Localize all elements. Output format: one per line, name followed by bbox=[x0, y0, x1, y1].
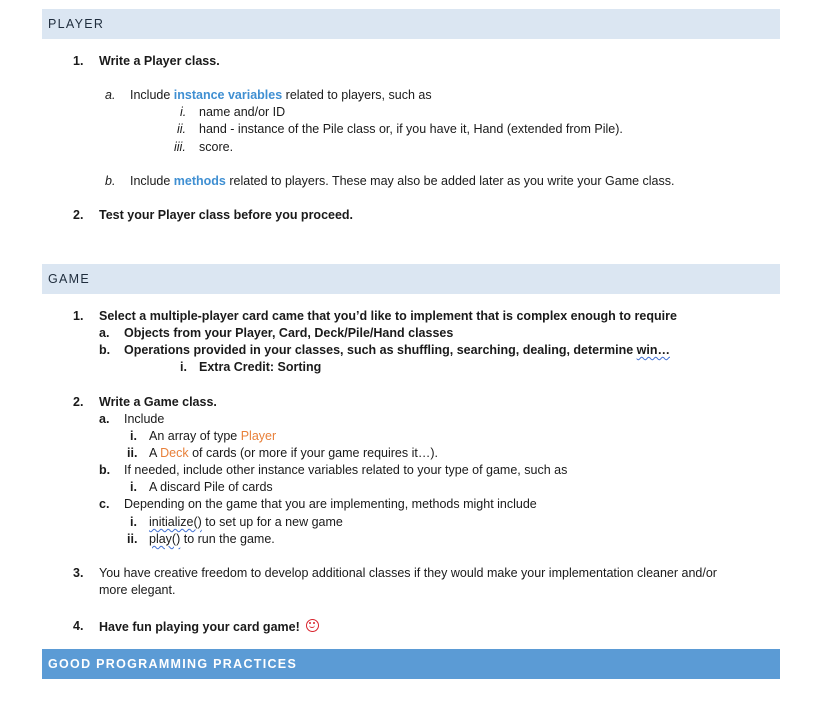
keyword-deck: Deck bbox=[160, 446, 189, 460]
code-play: play() bbox=[149, 532, 181, 546]
list-roman: i. bbox=[130, 480, 137, 494]
player-step-1b bbox=[130, 174, 674, 188]
text: Include bbox=[130, 88, 174, 102]
text: Have fun playing your card game! bbox=[99, 620, 300, 634]
list-number: 1. bbox=[73, 54, 84, 68]
text: A bbox=[149, 446, 161, 460]
list-letter: a. bbox=[99, 412, 110, 426]
cut-off-text bbox=[48, 697, 92, 703]
game-step-1b bbox=[124, 343, 670, 357]
game-step-2b-i: A discard Pile of cards bbox=[149, 480, 273, 494]
list-roman: i. bbox=[130, 515, 137, 529]
game-step-3-line2: more elegant. bbox=[99, 583, 176, 597]
list-number: 2. bbox=[73, 395, 84, 409]
list-letter: a. bbox=[99, 326, 110, 340]
game-step-2c: Depending on the game that you are implementing, methods might include bbox=[124, 497, 537, 511]
game-step-4 bbox=[99, 619, 319, 634]
list-roman: ii. bbox=[177, 122, 187, 136]
list-letter: b. bbox=[105, 174, 116, 188]
game-step-3-line1: You have creative freedom to develop additional classes if they would make your implementation cleaner and/or bbox=[99, 566, 717, 580]
smiley-face-icon bbox=[306, 619, 319, 632]
text: of cards (or more if your game requires it…). bbox=[188, 446, 438, 460]
list-roman: i. bbox=[180, 360, 187, 374]
list-roman: ii. bbox=[127, 532, 138, 546]
spellcheck-word: win… bbox=[636, 343, 670, 357]
keyword-methods: methods bbox=[173, 174, 226, 188]
player-step-1a-ii: hand - instance of the Pile class or, if you have it, Hand (extended from Pile). bbox=[199, 122, 623, 136]
list-roman: iii. bbox=[174, 140, 186, 154]
player-step-2: Test your Player class before you proceed. bbox=[99, 208, 354, 222]
player-step-1a bbox=[130, 88, 432, 102]
game-step-2c-ii bbox=[149, 532, 275, 546]
list-letter: c. bbox=[99, 497, 110, 511]
game-step-2c-i bbox=[149, 515, 343, 529]
game-step-1a: Objects from your Player, Card, Deck/Pile/Hand classes bbox=[124, 326, 454, 340]
text: to set up for a new game bbox=[201, 515, 343, 529]
section-header-good-practices: GOOD PROGRAMMING PRACTICES bbox=[42, 649, 780, 679]
text: to run the game. bbox=[180, 532, 275, 546]
code-initialize: initialize() bbox=[149, 515, 202, 529]
keyword-instance-variables: instance variables bbox=[173, 88, 283, 102]
list-roman: ii. bbox=[127, 446, 138, 460]
list-letter: b. bbox=[99, 463, 111, 477]
game-step-1: Select a multiple-player card came that you’d like to implement that is complex enough to require bbox=[99, 309, 677, 323]
text: Operations provided in your classes, such as shuffling, searching, dealing, determine bbox=[124, 343, 637, 357]
keyword-player: Player bbox=[240, 429, 277, 443]
list-roman: i. bbox=[180, 105, 187, 119]
game-step-2: Write a Game class. bbox=[99, 395, 217, 409]
list-roman: i. bbox=[130, 429, 137, 443]
list-letter: b. bbox=[99, 343, 111, 357]
list-letter: a. bbox=[105, 88, 116, 102]
text: Include bbox=[130, 174, 174, 188]
player-step-1a-i: name and/or ID bbox=[199, 105, 286, 119]
list-number: 1. bbox=[73, 309, 84, 323]
game-step-2b: If needed, include other instance variables related to your type of game, such as bbox=[124, 463, 568, 477]
section-header-game: GAME bbox=[42, 264, 780, 294]
section-header-player: PLAYER bbox=[42, 9, 780, 39]
player-step-1a-iii: score. bbox=[199, 140, 234, 154]
game-step-2a-i bbox=[149, 429, 276, 443]
list-number: 2. bbox=[73, 208, 84, 222]
text: An array of type bbox=[149, 429, 241, 443]
game-step-1b-i: Extra Credit: Sorting bbox=[199, 360, 322, 374]
text: related to players. These may also be added later as you write your Game class. bbox=[225, 174, 675, 188]
list-number: 3. bbox=[73, 566, 84, 580]
text: related to players, such as bbox=[282, 88, 432, 102]
game-step-2a: Include bbox=[124, 412, 165, 426]
game-step-2a-ii bbox=[149, 446, 438, 460]
player-step-1: Write a Player class. bbox=[99, 54, 220, 68]
list-number: 4. bbox=[73, 619, 84, 633]
